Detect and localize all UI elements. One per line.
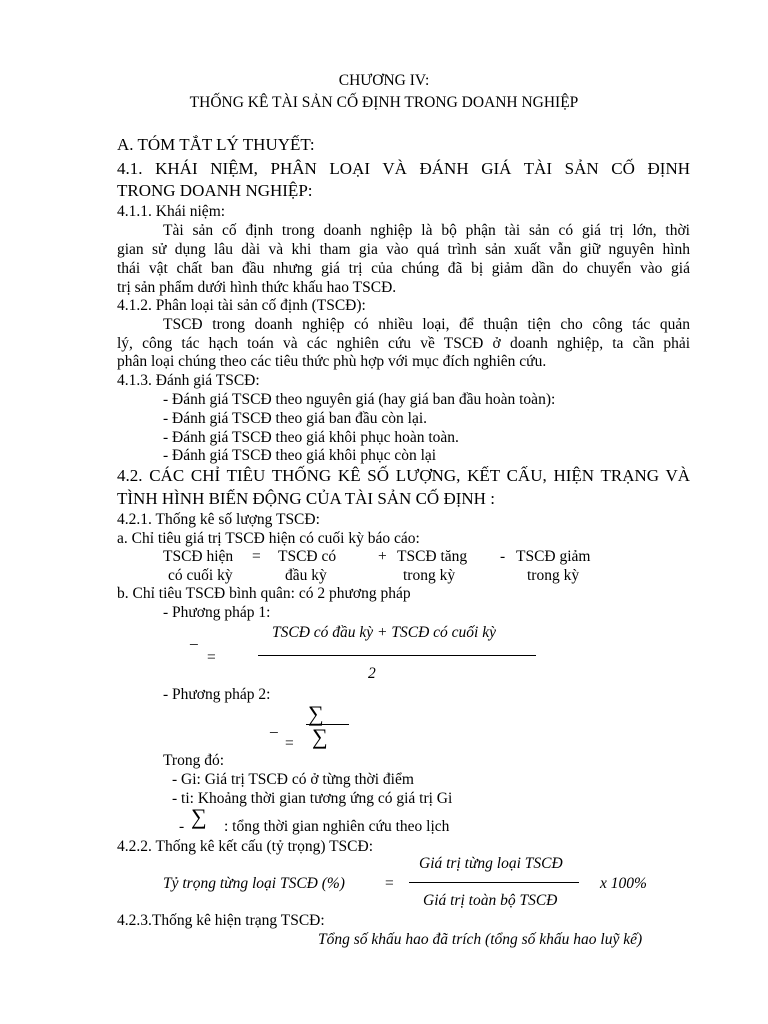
eq-plus-sign: + xyxy=(378,548,387,565)
formula-3-equals: = xyxy=(385,875,394,892)
section-41-heading-line2: TRONG DOANH NGHIỆP: xyxy=(117,181,313,200)
eq-term-tscd-co: TSCĐ có xyxy=(278,548,337,565)
where-item-sigma: ∑ xyxy=(191,804,207,829)
formula-2-equals: = xyxy=(285,735,294,752)
method-2-label: - Phương pháp 2: xyxy=(163,686,271,703)
formula-3-fraction-bar xyxy=(409,882,579,883)
subsection-421b: b. Chỉ tiêu TSCĐ bình quân: có 2 phương pháp xyxy=(117,585,411,602)
eq-term-tscd-hien: TSCĐ hiện xyxy=(163,548,234,565)
eq-minus-sign: - xyxy=(500,548,506,565)
formula-1-numerator: TSCĐ có đầu kỳ + TSCĐ có cuối kỳ xyxy=(272,624,496,641)
formula-1-fraction-bar xyxy=(258,655,536,656)
paragraph-411-line: gian sử dụng lâu dài và khi tham gia vào quá trình sản xuất vẫn giữ nguyên hình xyxy=(117,241,690,258)
list-item: - Đánh giá TSCĐ theo giá ban đầu còn lại. xyxy=(163,410,428,427)
section-42-heading-line1: 4.2. CÁC CHỈ TIÊU THỐNG KÊ SỐ LƯỢNG, KẾT CẤU, HIỆN TRẠNG VÀ xyxy=(117,466,690,485)
eq-equals-sign: = xyxy=(252,548,261,565)
section-42-heading-line2: TÌNH HÌNH BIẾN ĐỘNG CỦA TÀI SẢN CỐ ĐỊNH : xyxy=(117,489,495,508)
paragraph-411-line: thái vật chất ban đầu nhưng giá trị của chúng đã bị giảm dần do chuyển vào giá xyxy=(117,260,690,277)
formula-1-denominator: 2 xyxy=(368,665,376,682)
eq-term-co-cuoi-ky: có cuối kỳ xyxy=(168,567,233,584)
subsection-411: 4.1.1. Khái niệm: xyxy=(117,203,226,220)
formula-2-sigma-numerator: ∑ xyxy=(308,701,324,726)
formula-2-bar-symbol: _ xyxy=(270,718,278,735)
subsection-423: 4.2.3.Thống kê hiện trạng TSCĐ: xyxy=(117,912,325,929)
list-item: - Đánh giá TSCĐ theo nguyên giá (hay giá ban đầu hoàn toàn): xyxy=(163,391,556,408)
subsection-421: 4.2.1. Thống kê số lượng TSCĐ: xyxy=(117,511,320,528)
formula-4-numerator: Tổng số khấu hao đã trích (tổng số khấu hao luỹ kế) xyxy=(318,931,643,948)
section-a-heading: A. TÓM TẮT LÝ THUYẾT: xyxy=(117,135,315,154)
paragraph-411-line: Tài sản cố định trong doanh nghiệp là bộ phận tài sản có giá trị lớn, thời xyxy=(163,222,690,239)
paragraph-412-line: TSCĐ trong doanh nghiệp có nhiều loại, để thuận tiện cho công tác quản xyxy=(163,316,690,333)
list-item: - Đánh giá TSCĐ theo giá khôi phục còn lại xyxy=(163,447,437,464)
paragraph-412-line: phân loại chúng theo các tiêu thức phù hợp với mục đích nghiên cứu. xyxy=(117,353,547,370)
formula-1-bar-symbol: _ xyxy=(190,630,198,647)
list-item: - Đánh giá TSCĐ theo giá khôi phục hoàn toàn. xyxy=(163,429,459,446)
where-label: Trong đó: xyxy=(163,752,225,769)
subsection-422: 4.2.2. Thống kê kết cấu (tỷ trọng) TSCĐ: xyxy=(117,838,374,855)
paragraph-411-line: trị sản phẩm dưới hình thức khấu hao TSCĐ. xyxy=(117,279,397,296)
eq-term-tscd-tang: TSCĐ tăng xyxy=(397,548,468,565)
subsection-421a: a. Chỉ tiêu giá trị TSCĐ hiện có cuối kỳ báo cáo: xyxy=(117,530,420,547)
eq-term-trong-ky: trong kỳ xyxy=(403,567,456,584)
eq-term-dau-ky: đầu kỳ xyxy=(285,567,327,584)
subsection-412: 4.1.2. Phân loại tài sản cố định (TSCĐ): xyxy=(117,297,366,314)
chapter-number: CHƯƠNG IV: xyxy=(338,72,430,89)
eq-term-trong-ky: trong kỳ xyxy=(527,567,580,584)
where-item-dash: - xyxy=(179,818,185,835)
formula-3-multiplier: x 100% xyxy=(600,875,647,892)
chapter-title: THỐNG KÊ TÀI SẢN CỐ ĐỊNH TRONG DOANH NGHIỆP xyxy=(189,94,579,111)
formula-3-left: Tỷ trọng từng loại TSCĐ (%) xyxy=(163,875,345,892)
method-1-label: - Phương pháp 1: xyxy=(163,604,271,621)
where-item-sigma-text: : tổng thời gian nghiên cứu theo lịch xyxy=(224,818,450,835)
eq-term-tscd-giam: TSCĐ giảm xyxy=(516,548,591,565)
subsection-413: 4.1.3. Đánh giá TSCĐ: xyxy=(117,372,260,389)
formula-3-numerator: Giá trị từng loại TSCĐ xyxy=(419,855,563,872)
formula-2-sigma-denominator: ∑ xyxy=(312,724,328,749)
where-item-ti: - ti: Khoảng thời gian tương ứng có giá trị Gi xyxy=(172,790,453,807)
section-41-heading-line1: 4.1. KHÁI NIỆM, PHÂN LOẠI VÀ ĐÁNH GIÁ TÀI SẢN CỐ ĐỊNH xyxy=(117,159,690,178)
where-item-gi: - Gi: Giá trị TSCĐ có ở từng thời điểm xyxy=(172,771,414,788)
formula-1-equals: = xyxy=(207,649,216,666)
formula-3-denominator: Giá trị toàn bộ TSCĐ xyxy=(423,892,558,909)
paragraph-412-line: lý, công tác hạch toán và các nghiên cứu về TSCĐ ở doanh nghiệp, ta cần phải xyxy=(117,335,690,352)
